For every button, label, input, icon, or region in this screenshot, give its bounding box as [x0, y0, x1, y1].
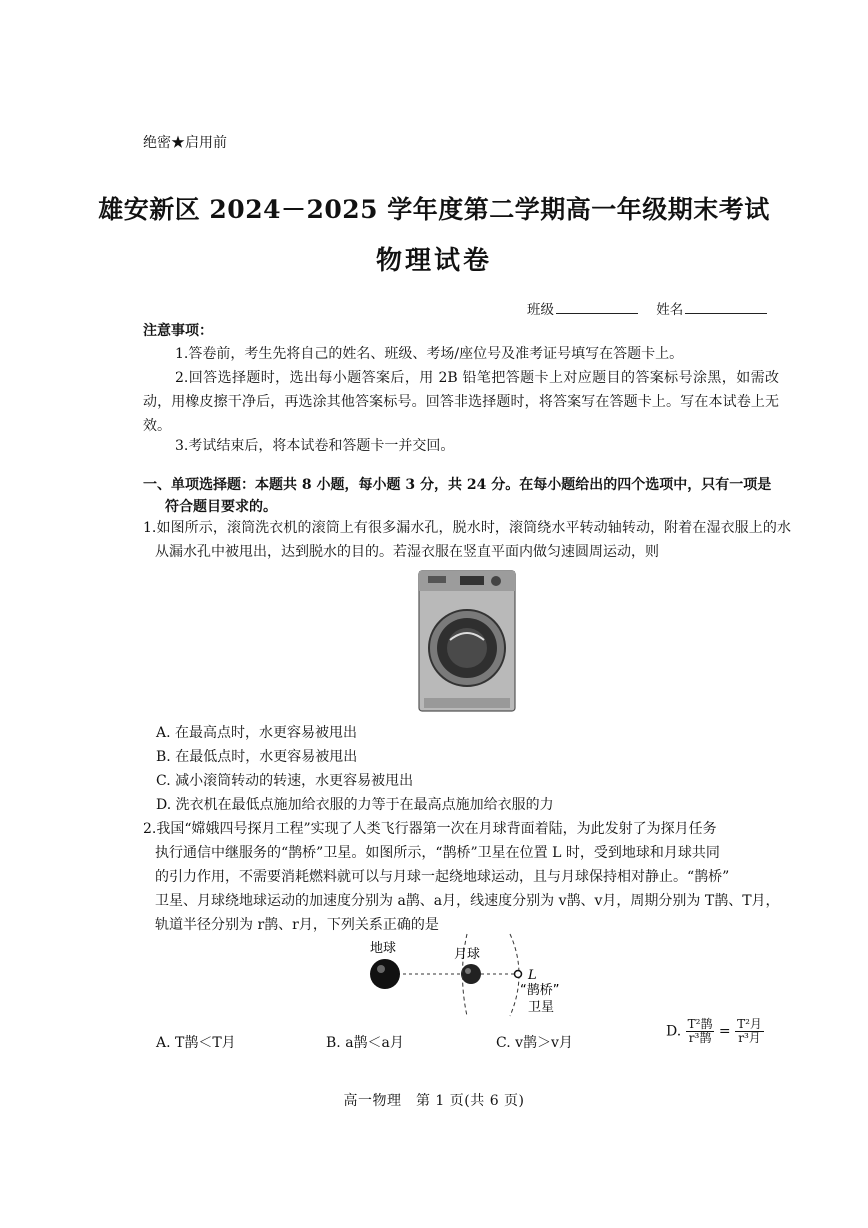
q1-option-d[interactable]: D. 洗衣机在最低点施加给衣服的力等于在最高点施加给衣服的力 [156, 797, 554, 813]
q2-option-c[interactable]: C. v鹊＞v月 [496, 1035, 573, 1051]
class-label: 班级 [527, 302, 554, 318]
page-footer: 高一物理 第 1 页(共 6 页) [343, 1093, 525, 1109]
earth-moon-diagram [350, 932, 570, 1022]
student-info-fields [527, 298, 781, 318]
q2-stem-line3: 的引力作用，不需要消耗燃料就可以与月球一起绕地球运动，且与月球保持相对静止。“鹊桥” [155, 869, 730, 885]
q2-stem-line2: 执行通信中继服务的“鹊桥”卫星。如图所示，“鹊桥”卫星在位置 L 时，受到地球和月球共同 [155, 845, 720, 861]
q2-stem-line4: 卫星、月球绕地球运动的加速度分别为 a鹊、a月，线速度分别为 v鹊、v月，周期分别为 T鹊、T月， [155, 893, 780, 909]
notice-item-3: 3.考试结束后，将本试卷和答题卡一并交回。 [175, 438, 455, 454]
section-heading [143, 474, 779, 518]
q1-option-b[interactable]: B. 在最低点时，水更容易被甩出 [156, 749, 358, 765]
q2-option-d[interactable] [666, 1018, 764, 1045]
washing-machine-image [418, 570, 516, 712]
fraction-right-num: T²月 [737, 1017, 762, 1031]
q2-option-b[interactable]: B. a鹊＜a月 [326, 1035, 404, 1051]
notice-heading: 注意事项： [143, 323, 213, 339]
q2-stem-line5: 轨道半径分别为 r鹊、r月，下列关系正确的是 [155, 917, 439, 933]
moon-label: 月球 [454, 947, 481, 962]
fraction-left-num: T²鹊 [687, 1017, 713, 1031]
question-1-stem: 1.如图所示，滚筒洗衣机的滚筒上有很多漏水孔，脱水时，滚筒绕水平转动轴转动，附着在湿衣服上的水从漏水孔中被甩出，达到脱水的目的。若湿衣服在竖直平面内做匀速圆周运动，则 [143, 520, 791, 560]
equals-sign: = [718, 1023, 731, 1040]
notice-item-2: 2.回答选择题时，选出每小题答案后，用 2B 铅笔把答题卡上对应题目的答案标号涂黑，如需改动，用橡皮擦干净后，再选涂其他答案标号。回答非选择题时，将答案写在答题卡上。写在本试卷上无效。 [143, 370, 779, 434]
fraction-left [686, 1018, 715, 1045]
q1-option-c[interactable]: C. 减小滚筒转动的转速，水更容易被甩出 [156, 773, 414, 789]
q2-option-a[interactable]: A. T鹊＜T月 [156, 1035, 236, 1051]
exam-subtitle: 物理试卷 [375, 246, 492, 276]
section-heading-line1: 一、单项选择题：本题共 8 小题，每小题 3 分，共 24 分。在每小题给出的四个选项中，只有一项是 [143, 477, 772, 493]
exam-title: 雄安新区 2024－2025 学年度第二学期高一年级期末考试 [98, 195, 770, 224]
q1-option-a[interactable]: A. 在最高点时，水更容易被甩出 [156, 725, 358, 741]
class-field[interactable] [556, 301, 638, 314]
earth-label: 地球 [370, 941, 397, 956]
satellite-label-1: “鹊桥” [520, 983, 560, 998]
q2-option-d-prefix: D. [666, 1023, 682, 1040]
q2-stem-line1: 2.我国“嫦娥四号探月工程”实现了人类飞行器第一次在月球背面着陆，为此发射了为探月任务 [143, 821, 717, 837]
point-l-label: L [528, 968, 537, 983]
fraction-right [735, 1018, 764, 1045]
notice-item-1: 1.答卷前，考生先将自己的姓名、班级、考场/座位号及准考证号填写在答题卡上。 [175, 346, 684, 362]
name-field[interactable] [685, 301, 767, 314]
fraction-right-den: r³月 [738, 1031, 761, 1045]
section-heading-line2: 符合题目要求的。 [165, 499, 277, 515]
fraction-left-den: r³鹊 [688, 1031, 712, 1045]
name-label: 姓名 [656, 302, 684, 318]
satellite-label-2: 卫星 [528, 1000, 555, 1015]
secret-label: 绝密★启用前 [143, 135, 227, 151]
